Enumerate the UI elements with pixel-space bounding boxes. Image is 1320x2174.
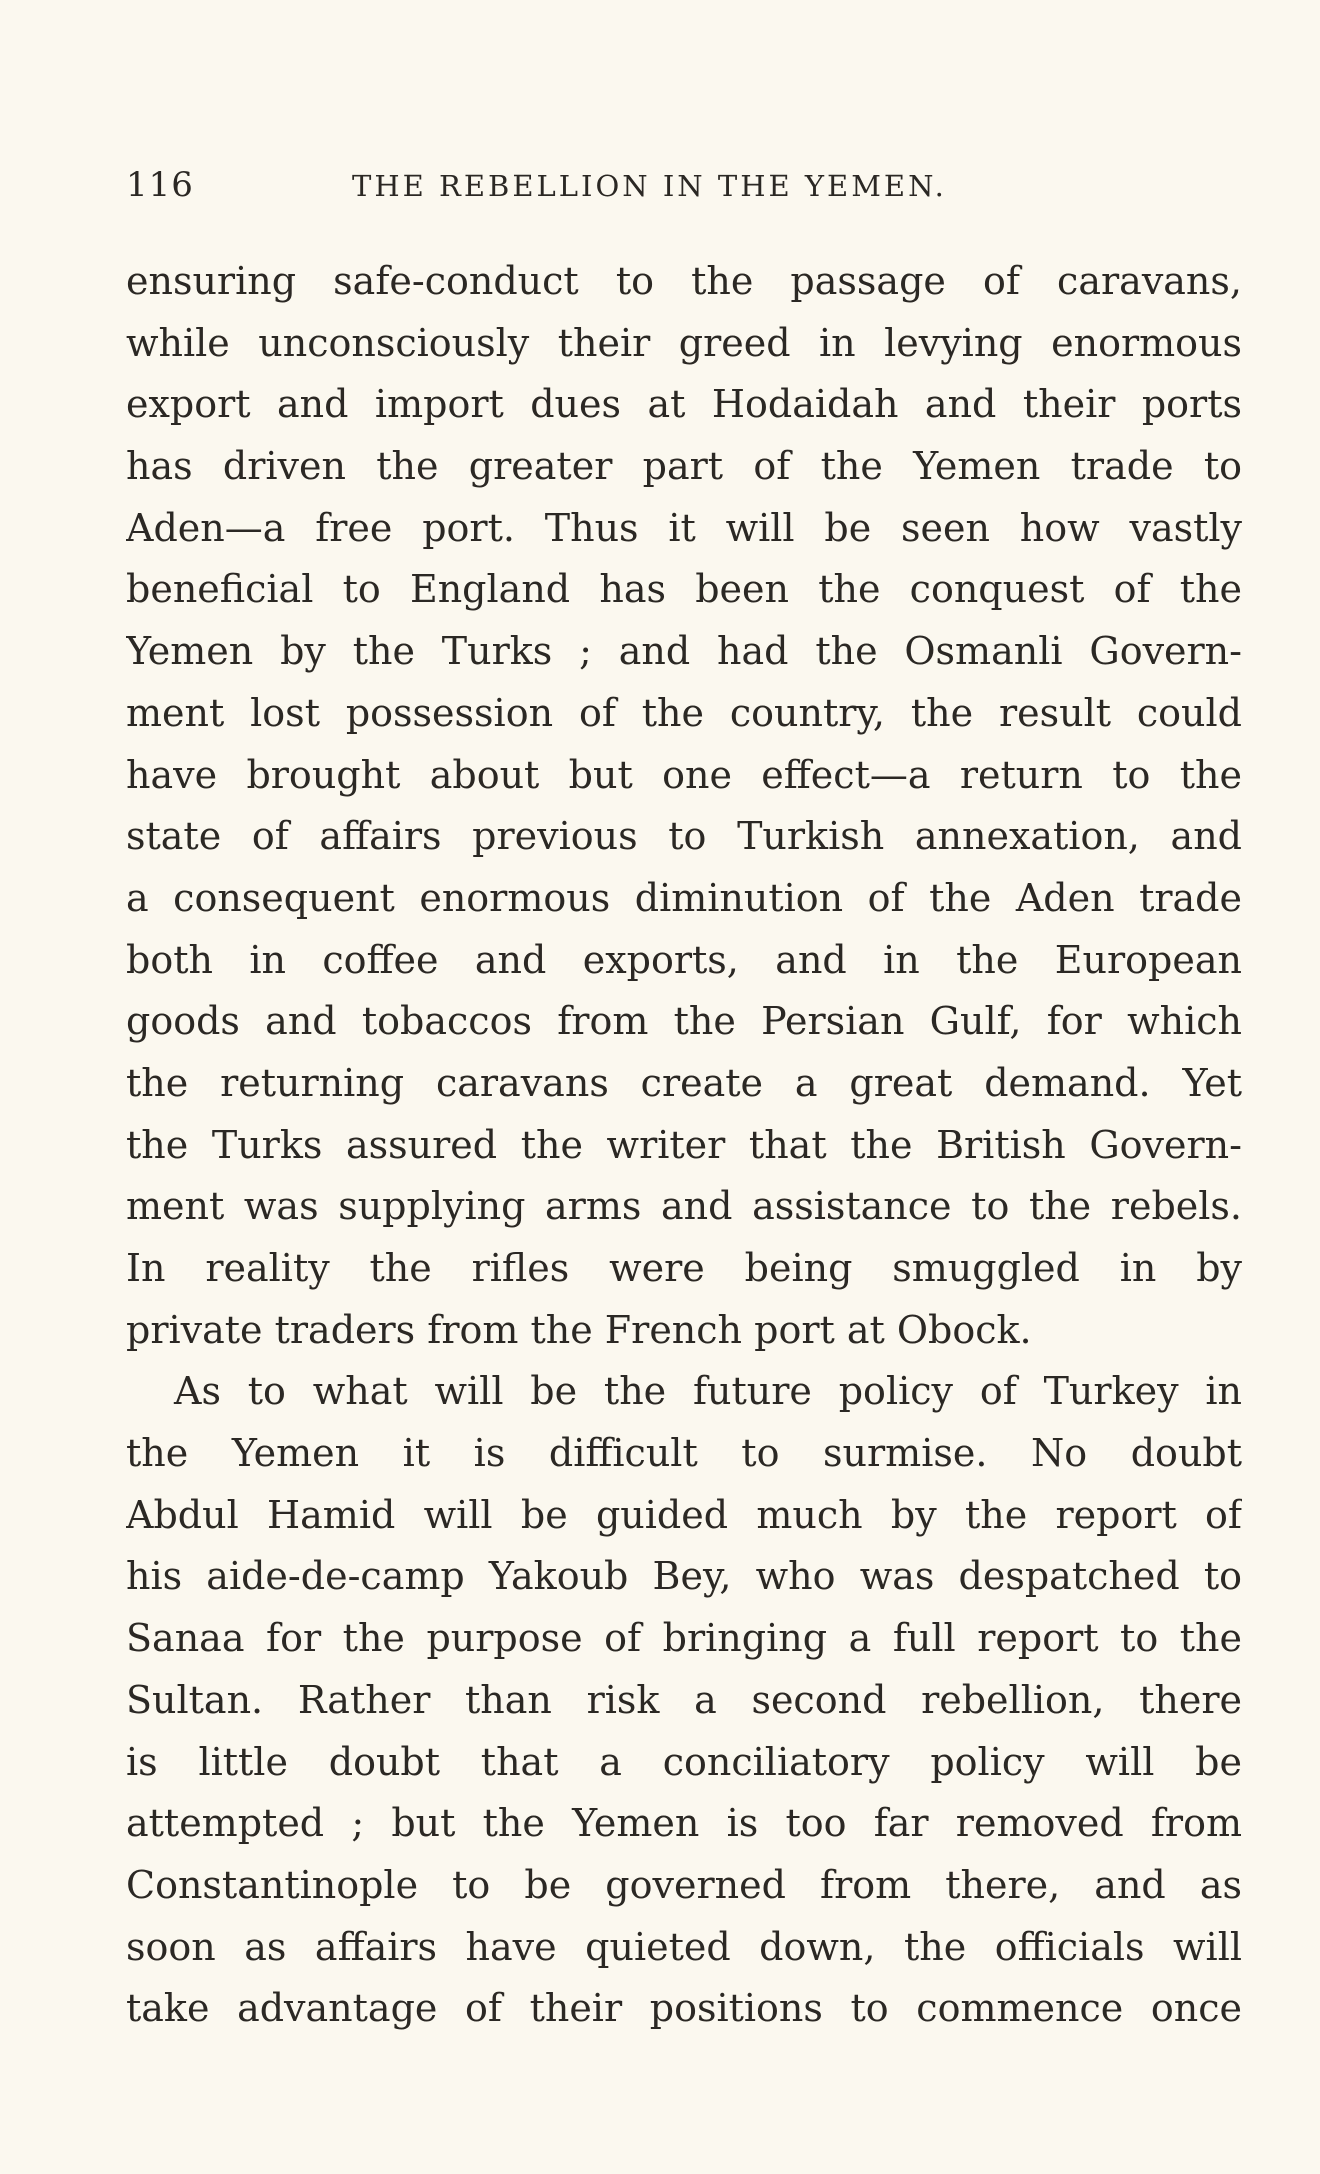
text-line: Constantinople to be governed from there, and as [126, 1862, 1242, 1907]
text-line: attempted ; but the Yemen is too far removed from [126, 1801, 1242, 1846]
text-line: Sultan. Rather than risk a second rebellion, there [126, 1677, 1242, 1722]
text-line: private traders from the French port at Obock. [126, 1307, 1032, 1352]
text-line: the Turks assured the writer that the British Govern- [126, 1122, 1242, 1167]
text-line: while unconsciously their greed in levying enormous [126, 320, 1242, 365]
text-line: Aden—a free port. Thus it will be seen how vastly [126, 505, 1242, 550]
paragraph-start-line: As to what will be the future policy of Turkey in [174, 1369, 1242, 1414]
body-text [126, 251, 1242, 2040]
text-line: Sanaa for the purpose of bringing a full report to the [126, 1616, 1242, 1661]
text-line: state of affairs previous to Turkish annexation, and [126, 814, 1242, 859]
text-line: ensuring safe-conduct to the passage of caravans, [126, 259, 1242, 303]
text-line: ment lost possession of the country, the result could [126, 690, 1242, 735]
text-line: Abdul Hamid will be guided much by the report of [126, 1492, 1242, 1537]
text-line: the Yemen it is difficult to surmise. No doubt [126, 1431, 1242, 1476]
text-line: In reality the rifles were being smuggled in by [126, 1246, 1242, 1290]
page-number: 116 [126, 165, 194, 205]
text-line: goods and tobaccos from the Persian Gulf, for which [126, 999, 1242, 1044]
running-head: THE REBELLION IN THE YEMEN. [352, 169, 947, 203]
text-line: ment was supplying arms and assistance to the rebels. [126, 1184, 1242, 1229]
text-line: take advantage of their positions to commence once [126, 1986, 1242, 2031]
text-line: the returning caravans create a great demand. Yet [126, 1060, 1242, 1105]
text-line: his aide-de-camp Yakoub Bey, who was despatched to [126, 1554, 1242, 1599]
text-line: is little doubt that a conciliatory policy will be [126, 1739, 1242, 1784]
text-line: have brought about but one effect—a return to the [126, 752, 1242, 797]
text-line: has driven the greater part of the Yemen trade to [126, 444, 1242, 489]
text-line: soon as affairs have quieted down, the officials will [126, 1924, 1242, 1969]
text-line: Yemen by the Turks ; and had the Osmanli Govern- [126, 629, 1242, 674]
text-line: export and import dues at Hodaidah and their ports [126, 382, 1242, 427]
page-header [126, 160, 1242, 210]
text-line: a consequent enormous diminution of the Aden trade [126, 875, 1242, 920]
text-line: both in coffee and exports, and in the European [126, 937, 1242, 982]
text-line: beneficial to England has been the conquest of the [126, 567, 1242, 612]
